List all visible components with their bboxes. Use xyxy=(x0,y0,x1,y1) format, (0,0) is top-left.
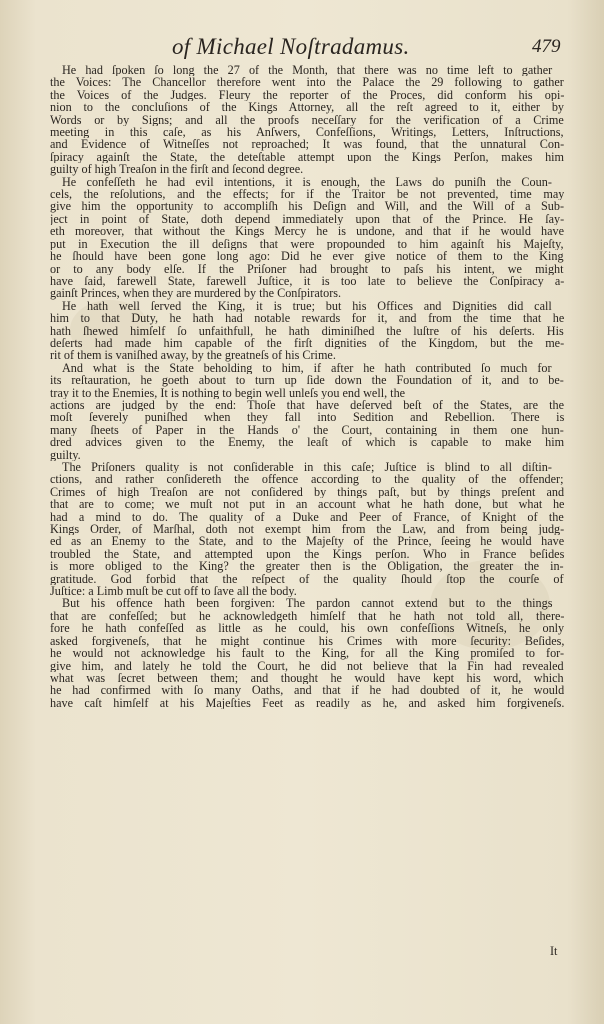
text-line: Juſtice: a Limb muſt be cut off to ſave all the body. xyxy=(50,585,297,598)
text-line: guilty of high Treaſon in the firſt and ſecond degree. xyxy=(50,163,304,176)
text-line: give him, and lately he told the Court, he did not believe that la Fin had revealed xyxy=(50,659,564,672)
text-line: actions are judged by the end: Thoſe that have deſerved beſt of the States, are the xyxy=(50,398,564,412)
text-line: put in Execution the ill deſigns that were propounded to him againſt his Majeſty, xyxy=(50,237,564,251)
text-line: nion to the concluſions of the Kings Attorney, all the reſt agreed to it, either by xyxy=(50,101,564,114)
text-line: He confeſſeth he had evil intentions, it is enough, the Laws do puniſh the Coun- xyxy=(62,175,552,189)
text-line: have ſaid, farewell State, farewell Juſtice, it is too late to believe the Conſpiracy a- xyxy=(50,274,564,288)
text-line: he ſhould have been gone long ago: Did he ever give notice of them to the King xyxy=(50,250,564,263)
text-line: ctions, and rather conſidereth the offence according to the quality of the offender; xyxy=(50,473,564,486)
paragraph xyxy=(50,300,564,362)
text-line: ject in point of State, doth depend immediately upon that of the Prince. He ſay- xyxy=(50,212,564,226)
text-line: what was ſecret between them; and thought he would have kept his word, which xyxy=(50,671,564,685)
paragraph xyxy=(50,597,564,709)
catchword: It xyxy=(550,944,558,958)
text-line: troubled the State, and attempted upon the Kings perſon. Who in France beſides xyxy=(50,547,564,561)
running-head xyxy=(0,34,604,64)
text-line: have caſt himſelf at his Majeſties Feet as readily as he, and asked him forgiveneſs. xyxy=(50,696,564,710)
text-line: had a mind to do. The quality of a Duke and Peer of France, of Knight of the xyxy=(50,510,564,524)
text-line: guilty. xyxy=(50,448,81,461)
text-line: moſt ſeverely puniſhed when they fall into Sedition and Rebellion. There is xyxy=(50,411,564,424)
text-line: asked forgiveneſs, that he might continue his Crimes with more ſecurity: Beſides, xyxy=(50,634,564,648)
page-number: 479 xyxy=(532,36,561,57)
text-line: give him the opportunity to accompliſh his Deſign and Will, and the Will of a Sub- xyxy=(50,200,564,213)
running-head-title: of Michael Noſtradamus. xyxy=(172,34,410,59)
text-line: many ſheets of Paper in the Hands o' the Court, containing in them one hun- xyxy=(50,423,564,437)
body-text xyxy=(50,64,564,709)
text-line: its reſtauration, he goeth about to turn up ſide down the Foundation of it, and to be- xyxy=(50,374,564,387)
text-line: hath ſhewed himſelf ſo unfaithfull, he hath diminiſhed the luſtre of his deſerts. His xyxy=(50,324,564,337)
text-line: But his offence hath been forgiven: The pardon cannot extend but to the things xyxy=(62,597,553,610)
text-line: Crimes of high Treaſon are not conſidered by things paſt, but by things preſent and xyxy=(50,485,564,499)
text-line: that are to come; we muſt not put in an account what he hath done, but what he xyxy=(50,498,564,511)
paragraph xyxy=(50,64,564,176)
text-line: He hath well ſerved the King, it is true; but his Offices and Dignities did call xyxy=(62,299,552,313)
text-line: and Evidence of Witneſſes not reproached; It was found, that the unnatural Con- xyxy=(50,138,564,151)
text-line: him to that Duty, he hath had notable rewards for it, and from the time that he xyxy=(50,312,564,325)
text-line: tray it to the Enemies, It is nothing to begin well unleſs you end well, the xyxy=(50,386,406,399)
text-line: dred advices given to the Enemy, the leaſt of which is capable to make him xyxy=(50,436,564,449)
text-line: gainſt Princes, when they are murdered by the Conſpirators. xyxy=(50,287,342,300)
paragraph xyxy=(50,362,564,461)
paragraph xyxy=(50,461,564,597)
text-line: Words or by Signs; and all the proofs neceſſary for the verification of a Crime xyxy=(50,113,564,127)
text-line: He had ſpoken ſo long the 27 of the Month, that there was no time left to gather xyxy=(62,64,553,77)
text-line: he had confirmed with ſo many Oaths, and that if he had doubted of it, he would xyxy=(50,684,564,697)
text-line: Kings Order, of Marſhal, doth not exempt him from the Law, and from being judg- xyxy=(50,523,564,536)
text-line: gratitude. God forbid that the reſpect of the quality ſhould ſtop the courſe of xyxy=(50,572,564,586)
text-line: rit of them is vaniſhed away, by the greatneſs of his Crime. xyxy=(50,349,336,362)
text-line: or to any body elſe. If the Priſoner had brought to paſs his intent, we might xyxy=(50,262,564,275)
paragraph xyxy=(50,176,564,300)
text-line: ed as an Enemy to the State, and to the Majeſty of the Prince, ſeeing he would have xyxy=(50,535,564,548)
text-line: deſerts had made him capable of the firſt dignities of the Kingdom, but the me- xyxy=(50,336,564,350)
text-line: The Priſoners quality is not conſiderable in this caſe; Juſtice is blind to all diſtin- xyxy=(62,461,552,474)
text-line: that are confeſſed; but he acknowledgeth himſelf that he hath not told all, there- xyxy=(50,609,564,623)
text-line: fore he hath confeſſed as little as he could, his own confeſſions Witneſs, he only xyxy=(50,622,564,635)
text-line: the Voices of the Judges. Fleury the reporter of the Proces, did conform his opi- xyxy=(50,88,564,102)
text-line: he would not acknowledge his fault to the King, for all the King promiſed to for- xyxy=(50,647,564,660)
text-line: ſpiracy againſt the State, the deteſtable attempt upon the Kings Perſon, makes him xyxy=(50,150,564,164)
text-line: meeting in this caſe, as his Anſwers, Confeſſions, Writings, Letters, Inſtructions, xyxy=(50,126,564,139)
text-line: is more obliged to the King? the greater then is the Obligation, the greater the in- xyxy=(50,560,564,573)
text-line: the Voices: The Chancellor therefore went into the Palace the 29 following to gather xyxy=(50,76,564,89)
text-line: cels, the reſolutions, and the effects; for if the Traitor be not prevented, time may xyxy=(50,188,564,201)
text-line: And what is the State beholding to him, if after he hath contributed ſo much for xyxy=(62,361,552,375)
text-line: eth moreover, that without the Kings Mercy he is undone, and that if he would have xyxy=(50,225,564,238)
